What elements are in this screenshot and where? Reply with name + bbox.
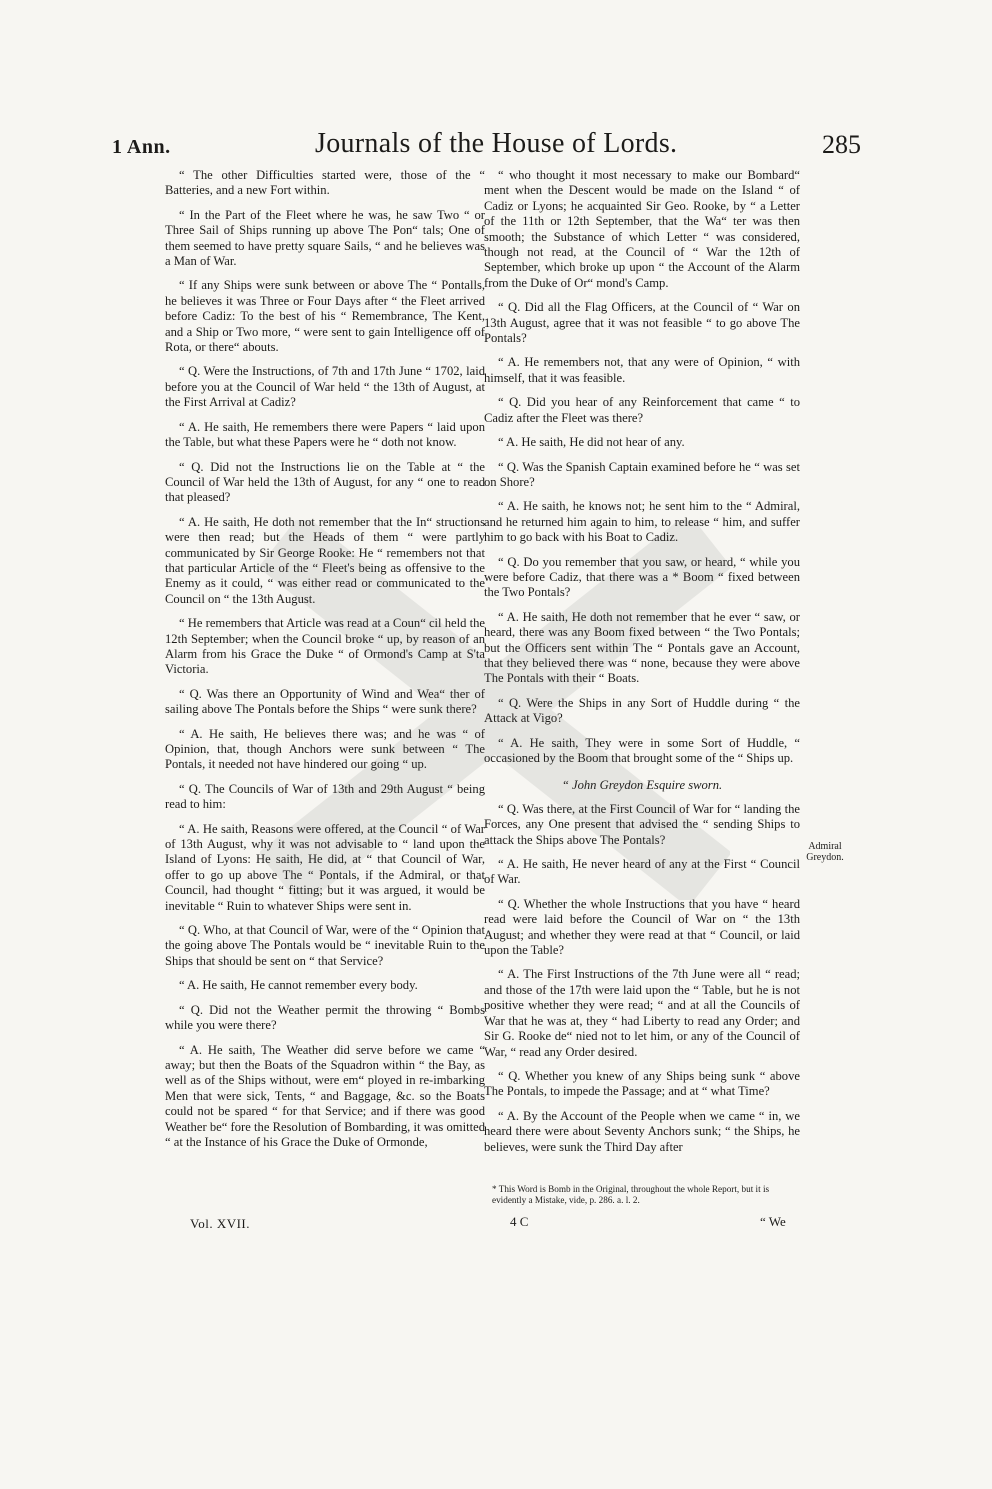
paragraph: “ A. He saith, He believes there was; and he was “ of Opinion, that, though Anchors were sunk between “ The Pontals, it needed not have hindered our going “ up. — [165, 726, 485, 772]
margin-note: Admiral Greydon. — [806, 841, 844, 863]
paragraph: “ The other Difficulties started were, those of the “ Batteries, and a new Fort within. — [165, 168, 485, 198]
paragraph: “ A. He saith, Reasons were offered, at the Council “ of War of 13th August, why it was not advisable to “ land upon the Island of Lyons: He saith, He did, at “ that Council of War, offer to go up above The “ Pontals, if the Admiral, or that Council, had thought “ fitting; but it was argued, it would be inevitable “ Ruin to whatever Ships were sent in. — [165, 821, 485, 913]
witness-sworn-heading: “ John Greydon Esquire sworn. — [561, 778, 723, 793]
paragraph: “ Q. Was there an Opportunity of Wind and Wea“ ther of sailing above The Pontals before the Ships “ were sunk there? — [165, 686, 485, 717]
paragraph: “ A. He saith, he knows not; he sent him to the “ Admiral, and he returned him again to him, to release “ him, and suffer him to go back with his Boat to Cadiz. — [484, 499, 800, 545]
paragraph: “ A. By the Account of the People when we came “ in, we heard there were about Seventy Anchors sunk; “ the Ships, he believes, were sunk the Third Day after — [484, 1108, 800, 1154]
right-column-part-1 — [484, 168, 800, 766]
paragraph: “ Q. Was the Spanish Captain examined before he “ was set on Shore? — [484, 459, 800, 489]
paragraph: “ A. He saith, He remembers there were Papers “ laid upon the Table, but what these Papers were he “ doth not know. — [165, 419, 485, 450]
paragraph: “ A. He saith, He never heard of any at the First “ Council of War. — [484, 857, 800, 887]
paragraph: “ Q. The Councils of War of 13th and 29th August “ being read to him: — [165, 781, 485, 812]
paragraph: “ Q. Whether you knew of any Ships being sunk “ above The Pontals, to impede the Passage; and at “ what Time? — [484, 1068, 800, 1099]
paragraph: “ Q. Did not the Weather permit the throwing “ Bombs while you were there? — [165, 1002, 485, 1033]
paragraph: “ Q. Whether the whole Instructions that you have “ heard read were laid before the Council of War on “ the 13th August; and whether they were read at that “ Council, or laid upon the Table? — [484, 896, 800, 958]
right-column — [484, 168, 800, 1164]
paragraph: “ Q. Who, at that Council of War, were of the “ Opinion that the going above The Pontals would be “ inevitable Ruin to the Ships that should be sent on “ that Service? — [165, 923, 485, 968]
paragraph: “ A. He remembers not, that any were of Opinion, “ with himself, that it was feasible. — [484, 355, 800, 385]
page-header — [0, 126, 992, 166]
paragraph: “ Q. Were the Instructions, of 7th and 17th June “ 1702, laid before you at the Council of War held “ the 13th of August, at the First Arrival at Cadiz? — [165, 364, 485, 410]
page-title: Journals of the House of Lords. — [315, 128, 678, 159]
paragraph: “ In the Part of the Fleet where he was, he saw Two “ or Three Sail of Ships running up above The Pon“ tals; One of them seemed to have pretty square Sails, “ and he believes was a Man of War. — [165, 207, 485, 269]
regnal-year: 1 Ann. — [112, 136, 171, 158]
paragraph: “ He remembers that Article was read at a Coun“ cil held the 12th September; when the Council broke “ up, by reason of an Alarm from his Grace the Duke “ of Ormond's Camp at S'ta Victoria. — [165, 616, 485, 677]
left-column — [165, 168, 485, 1159]
paragraph: “ A. The First Instructions of the 7th June were all “ read; and those of the 17th were laid upon the “ Table, but he is not positive whether they were read; “ and at all the Councils of War that he was at, they “ had Liberty to read any Order; and Sir G. Rooke de“ nied not to let him, or any of the Council of War, “ read any Order desired. — [484, 967, 800, 1059]
paragraph: “ A. He saith, The Weather did serve before we came “ away; but then the Boats of the Squadron within “ the Bay, as well as of the Ships without, were em“ ployed in re-imbarking Men that were sick, Tents, “ and Baggage, &c. so the Boats could not be spared “ for that Service; and if there was good Weather be“ fore the Resolution of Bombarding, it was omitted “ at the Instance of his Grace the Duke of Ormonde, — [165, 1042, 485, 1149]
paragraph: “ Q. Did not the Instructions lie on the Table at “ the Council of War held the 13th of August, for any “ one to read that pleased? — [165, 459, 485, 505]
paragraph: “ A. He saith, He did not hear of any. — [498, 435, 685, 450]
paragraph: “ Q. Did you hear of any Reinforcement that came “ to Cadiz after the Fleet was there? — [484, 395, 800, 425]
paragraph: “ A. He saith, He doth not remember that the In“ structions were then read; but the Heads of them “ were partly communicated by Sir George Rooke: He “ remembers not that that particular Article of the “ Fleet's being as offensive to the Enemy as it could, “ was either read or communicated to the Council on “ the 13th August. — [165, 514, 485, 606]
right-column-part-2 — [484, 802, 800, 1155]
paragraph: “ If any Ships were sunk between or above The “ Pontalls, he believes it was Three or Four Days after “ the Fleet arrived before Cadiz: To the best of his “ Remembrance, The Kent, and a Ship or Two more, “ were sent to gain Intelligence off of Rota, or there“ abouts. — [165, 278, 485, 355]
page-number: 285 — [822, 130, 861, 159]
paragraph: “ Q. Were the Ships in any Sort of Huddle during “ the Attack at Vigo? — [484, 695, 800, 726]
footnote: * This Word is Bomb in the Original, throughout the whole Report, but it is evidently a Mistake, vide, p. 286. a. l. 2. — [492, 1184, 770, 1205]
paragraph: “ A. He saith, He doth not remember that he ever “ saw, or heard, there was any Boom fixed between “ the Two Pontals; but the Officers sent within The “ Pontals gave an Account, that they believed there was “ none, because they were above The Pontals with their “ Boats. — [484, 609, 800, 686]
paragraph: “ A. He saith, They were in some Sort of Huddle, “ occasioned by the Boom that brought some of the “ Ships up. — [484, 735, 800, 765]
paragraph: “ A. He saith, He cannot remember every body. — [179, 978, 418, 993]
signature-mark: 4 C — [510, 1214, 529, 1229]
paragraph: “ Q. Was there, at the First Council of War for “ landing the Forces, any One present that advised the “ sending Ships to attack the Ships above The Pontals? — [484, 801, 800, 847]
volume-number: Vol. XVII. — [190, 1216, 251, 1231]
catchword: “ We — [760, 1214, 786, 1229]
paragraph: “ Q. Did all the Flag Officers, at the Council of “ War on 13th August, agree that it was not feasible “ to go above The Pontals? — [484, 300, 800, 346]
paragraph: “ who thought it most necessary to make our Bombard“ ment when the Descent would be made on the Island “ of Cadiz or Lyons; he acquainted Sir Geo. Rooke, by “ a Letter of the 11th or 12th September, that the Wa“ ter was then smooth; the Substance of which Letter “ was considered, though not read, at the Council of “ War the 12th of September, which broke up upon “ the Account of the Alarm from the Duke of Or“ mond's Camp. — [484, 168, 800, 290]
paragraph: “ Q. Do you remember that you saw, or heard, “ while you were before Cadiz, that there was a * Boom “ fixed between the Two Pontals? — [484, 554, 800, 600]
